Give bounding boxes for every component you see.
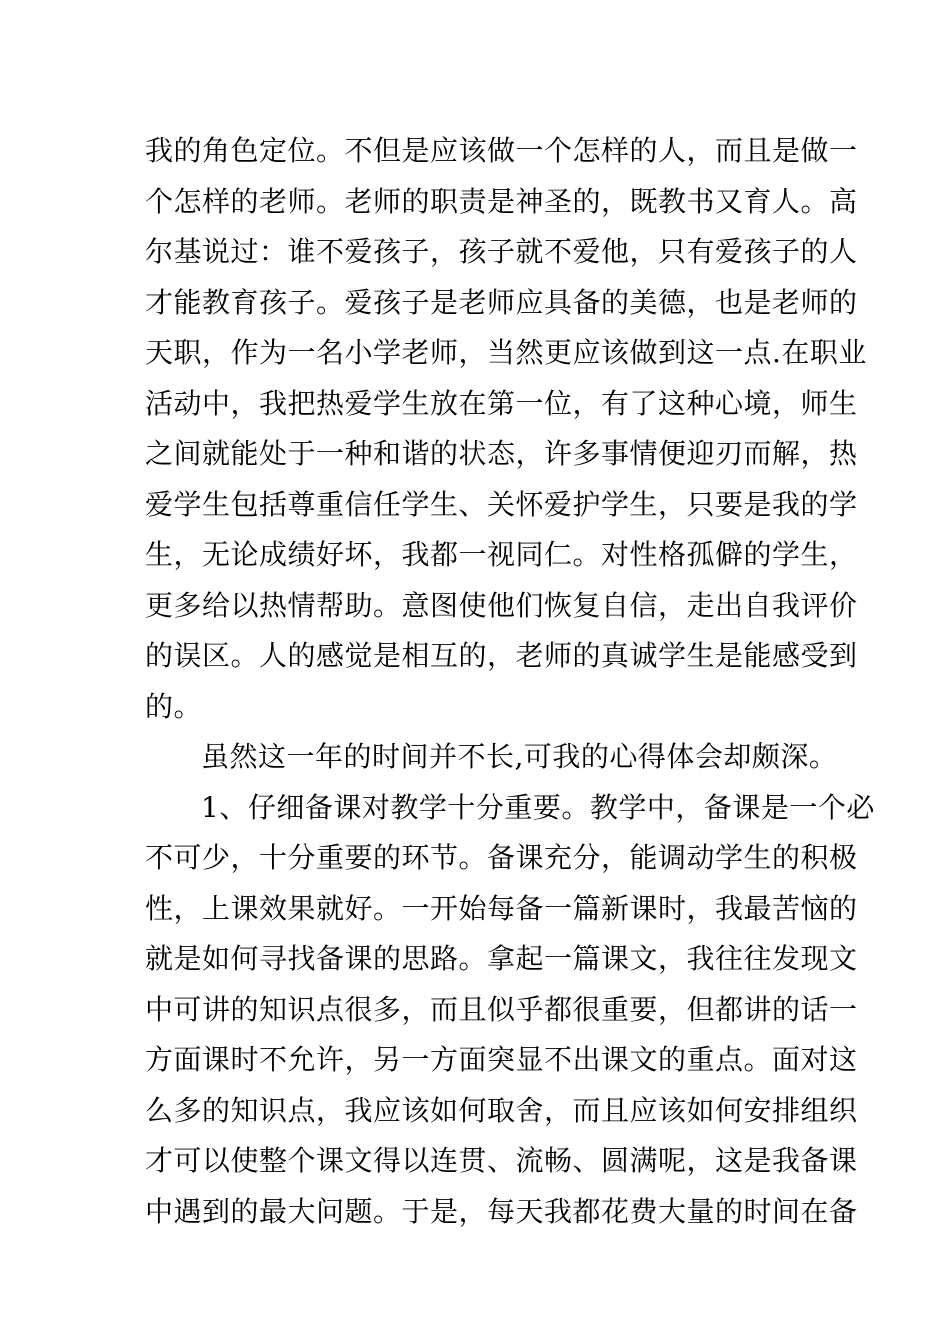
text-line: 方面课时不允许，另一方面突显不出课文的重点。面对这 (145, 1043, 858, 1076)
text-line: 才能教育孩子。爱孩子是老师应具备的美德，也是老师的 (145, 285, 858, 319)
text-line: 爱学生包括尊重信任学生、关怀爱护学生，只要是我的学 (145, 487, 858, 521)
text-line: 就是如何寻找备课的思路。拿起一篇课文，我往往发现文 (145, 942, 858, 975)
text-line: 我的角色定位。不但是应该做一个怎样的人，而且是做一 (145, 134, 858, 167)
text-line: 之间就能处于一种和谐的状态，许多事情便迎刃而解，热 (145, 437, 858, 470)
text-line: 么多的知识点，我应该如何取舍，而且应该如何安排组织 (145, 1093, 858, 1127)
text-line: 性，上课效果就好。一开始每备一篇新课时，我最苦恼的 (145, 891, 858, 925)
text-line: 不可少，十分重要的环节。备课充分，能调动学生的积极 (145, 841, 858, 874)
text-line: 生，无论成绩好坏，我都一视同仁。对性格孤僻的学生， (145, 538, 858, 571)
text-line: 活动中，我把热爱学生放在第一位，有了这种心境，师生 (145, 386, 858, 420)
paragraph-first-line: 1、仔细备课对教学十分重要。教学中，备课是一个必 (201, 790, 875, 824)
text-line: 天职，作为一名小学老师，当然更应该做到这一点.在职业 (145, 336, 867, 369)
text-line: 的。 (145, 689, 203, 723)
text-line: 中可讲的知识点很多，而且似乎都很重要，但都讲的话一 (145, 992, 858, 1026)
text-line: 个怎样的老师。老师的职责是神圣的，既教书又育人。高 (145, 184, 858, 218)
text-line: 更多给以热情帮助。意图使他们恢复自信，走出自我评价 (145, 588, 858, 622)
text-line: 中遇到的最大问题。于是，每天我都花费大量的时间在备 (145, 1194, 858, 1228)
text-line: 尔基说过：谁不爱孩子，孩子就不爱他，只有爱孩子的人 (145, 235, 858, 268)
text-line: 才可以使整个课文得以连贯、流畅、圆满呢，这是我备课 (145, 1144, 858, 1177)
text-line: 的误区。人的感觉是相互的，老师的真诚学生是能感受到 (145, 639, 858, 672)
paragraph-first-line: 虽然这一年的时间并不长,可我的心得体会却颇深。 (201, 740, 838, 773)
body-text (145, 126, 875, 1237)
